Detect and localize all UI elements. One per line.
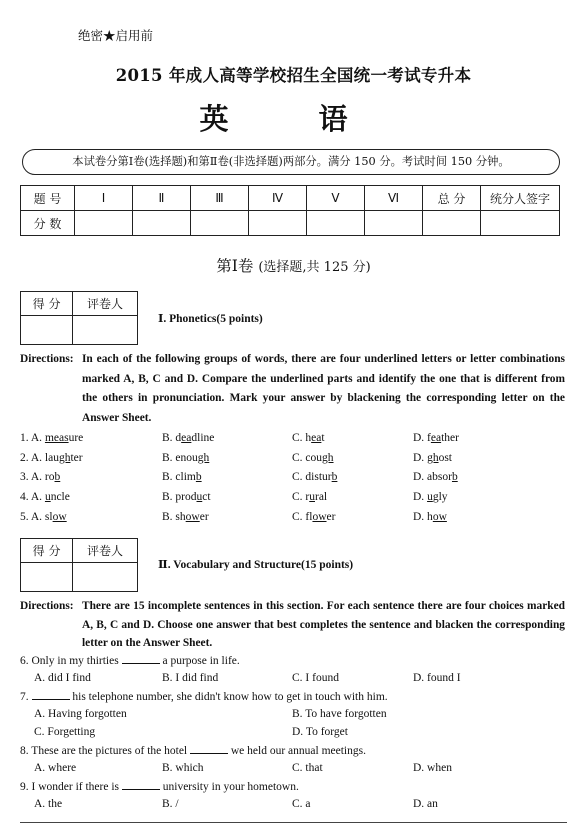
score-cell: 总 分 xyxy=(423,186,481,211)
phonetics-option[interactable] xyxy=(20,432,83,444)
option-text: ost xyxy=(438,451,452,464)
answer-option[interactable] xyxy=(292,708,387,720)
phonetics-option[interactable] xyxy=(413,511,447,523)
score-table-header-row xyxy=(21,186,560,211)
option-text: C. Forgetting xyxy=(34,726,96,738)
phonetics-option[interactable] xyxy=(162,452,209,464)
option-text: B. which xyxy=(162,762,204,774)
answer-option[interactable] xyxy=(34,708,127,720)
answer-option[interactable] xyxy=(292,672,339,684)
underlined-letters: gh xyxy=(197,451,210,464)
score-input-cell[interactable] xyxy=(307,211,365,236)
question-stem xyxy=(20,744,366,757)
stem-text: university in your hometown. xyxy=(159,781,299,793)
part-one-heading xyxy=(0,254,587,276)
underlined-letters: u xyxy=(427,491,433,504)
question-number: 5. xyxy=(20,510,31,523)
score-cell: Ⅵ xyxy=(365,186,423,211)
option-text: D. when xyxy=(413,762,452,774)
option-text: ter xyxy=(70,451,83,464)
answer-option[interactable] xyxy=(34,762,76,774)
score-cell: Ⅱ xyxy=(133,186,191,211)
grader-box xyxy=(20,538,138,592)
question-stem xyxy=(20,654,240,667)
question-number: 7. xyxy=(20,691,32,703)
phonetics-option[interactable] xyxy=(292,452,334,464)
score-cell: 题 号 xyxy=(21,186,75,211)
phonetics-option[interactable] xyxy=(292,432,325,444)
underlined-letters: b xyxy=(54,471,61,484)
option-text: D. To forget xyxy=(292,726,348,738)
question-number: 2. xyxy=(20,451,31,464)
section-one-title: Ⅰ. Phonetics(5 points) xyxy=(158,313,263,325)
question-number: 1. xyxy=(20,432,31,444)
score-input-cell[interactable] xyxy=(75,211,133,236)
underlined-letters: meas xyxy=(44,432,69,444)
option-text: dline xyxy=(191,432,215,444)
underlined-letters: u xyxy=(44,491,51,504)
option-text: C. a xyxy=(292,798,311,810)
option-text: B. d xyxy=(162,432,182,444)
phonetics-option[interactable] xyxy=(292,491,327,503)
option-text: D. f xyxy=(413,432,431,444)
grader-score-cell[interactable] xyxy=(21,563,73,592)
grader-reviewer-label: 评卷人 xyxy=(73,539,138,563)
underlined-letters: b xyxy=(451,471,458,484)
question-number: 8. xyxy=(20,745,32,757)
option-text: D. xyxy=(413,491,428,504)
phonetics-option[interactable] xyxy=(292,511,335,523)
confidential-label: 绝密★启用前 xyxy=(78,28,154,43)
score-cell: Ⅴ xyxy=(307,186,365,211)
underlined-letters: u xyxy=(309,491,315,504)
score-table xyxy=(20,185,560,236)
section-two-directions xyxy=(20,597,565,653)
part-one-title: 第Ⅰ卷 xyxy=(216,257,254,275)
option-text: D. xyxy=(413,451,428,464)
directions-text: In each of the following groups of words, there are four underlined letters or letter combinations marked A, B, C and D. Compare the underlined parts and identify the one that is different from the others in pronunciation. Mark your answer by blackening the corresponding letter on the Answer Sheet. xyxy=(82,353,565,424)
score-cell: Ⅰ xyxy=(75,186,133,211)
exam-title: 2015 年成人高等学校招生全国统一考试专升本 xyxy=(115,66,472,85)
stem-text: Only in my thirties xyxy=(31,655,122,667)
phonetics-option[interactable] xyxy=(20,471,60,483)
question-stem xyxy=(20,690,388,703)
answer-option[interactable] xyxy=(162,672,218,684)
option-text: er xyxy=(326,510,336,523)
option-text: er xyxy=(199,510,209,523)
option-text: C. r xyxy=(292,491,310,504)
option-text: ral xyxy=(315,491,328,504)
score-input-cell[interactable] xyxy=(191,211,249,236)
phonetics-option[interactable] xyxy=(162,432,214,444)
score-input-cell[interactable] xyxy=(249,211,307,236)
underlined-letters: gh xyxy=(322,451,334,464)
question-number: 9. xyxy=(20,781,32,793)
underlined-letters: gh xyxy=(427,451,439,464)
directions-label: Directions: xyxy=(20,353,74,365)
option-text: A. xyxy=(30,491,45,504)
stem-text: a purpose in life. xyxy=(159,655,240,667)
underlined-letters: ow xyxy=(185,510,200,523)
option-text: ncle xyxy=(50,491,70,504)
option-text: gly xyxy=(432,491,448,504)
phonetics-option[interactable] xyxy=(162,511,209,523)
option-text: A. Having forgotten xyxy=(34,708,127,720)
option-text: B. prod xyxy=(162,491,197,504)
option-text: A. the xyxy=(34,798,63,810)
option-text: C. h xyxy=(292,432,312,444)
underlined-letters: ea xyxy=(181,432,192,444)
score-input-cell[interactable] xyxy=(481,211,560,236)
answer-option[interactable] xyxy=(34,798,62,810)
underlined-letters: ow xyxy=(52,510,67,523)
option-text: A. ro xyxy=(30,471,55,484)
option-text: B. / xyxy=(162,798,179,810)
answer-option[interactable] xyxy=(292,762,323,774)
grader-score-label: 得 分 xyxy=(21,539,73,563)
phonetics-option[interactable] xyxy=(413,471,458,483)
stem-text: These are the pictures of the hotel xyxy=(31,745,190,757)
answer-option[interactable] xyxy=(413,798,438,810)
option-text: A. lau xyxy=(30,451,59,464)
option-text: D. absor xyxy=(413,471,452,484)
grader-score-cell[interactable] xyxy=(21,316,73,345)
score-cell: 分 数 xyxy=(21,211,75,236)
score-table-score-row xyxy=(21,211,560,236)
score-cell: Ⅲ xyxy=(191,186,249,211)
score-input-cell[interactable] xyxy=(133,211,191,236)
question-number: 4. xyxy=(20,491,31,504)
answer-option[interactable] xyxy=(292,798,311,810)
option-text: A. xyxy=(30,432,45,444)
answer-option[interactable] xyxy=(34,672,91,684)
answer-blank xyxy=(190,744,228,754)
underlined-letters: b xyxy=(331,471,338,484)
exam-note: 本试卷分第Ⅰ卷(选择题)和第Ⅱ卷(非选择题)两部分。满分 150 分。考试时间 150 分钟。 xyxy=(22,149,560,175)
underlined-letters: gh xyxy=(58,451,71,464)
option-text: B. enou xyxy=(162,451,198,464)
option-text: B. clim xyxy=(162,471,196,484)
phonetics-option[interactable] xyxy=(413,452,452,464)
option-text: B. I did find xyxy=(162,672,219,684)
score-cell: 统分人签字 xyxy=(481,186,560,211)
answer-option[interactable] xyxy=(413,672,461,684)
score-input-cell[interactable] xyxy=(365,211,423,236)
underlined-letters: ea xyxy=(430,432,442,444)
answer-option[interactable] xyxy=(162,762,204,774)
option-text: A. did I find xyxy=(34,672,91,684)
phonetics-option[interactable] xyxy=(162,471,202,483)
underlined-letters: b xyxy=(195,471,202,484)
grader-reviewer-cell[interactable] xyxy=(73,316,138,345)
directions-text: There are 15 incomplete sentences in this section. For each sentence there are four choices marked A, B, C and D. Choose one answer that best completes the sentence and blacken the corresponding letter on the Answer Sheet. xyxy=(82,600,565,649)
option-text: ther xyxy=(441,432,459,444)
underlined-letters: ea xyxy=(311,432,322,444)
section-two-title: Ⅱ. Vocabulary and Structure(15 points) xyxy=(158,559,354,571)
option-text: D. h xyxy=(413,510,433,523)
question-number: 6. xyxy=(20,655,32,667)
option-text: A. where xyxy=(34,762,77,774)
score-cell: Ⅳ xyxy=(249,186,307,211)
grader-reviewer-cell[interactable] xyxy=(73,563,138,592)
phonetics-option[interactable] xyxy=(20,452,83,464)
stem-text: I wonder if there is xyxy=(31,781,122,793)
option-text: A. sl xyxy=(30,510,53,523)
subject-title: 英 语 xyxy=(199,102,388,136)
option-text: D. an xyxy=(413,798,438,810)
grader-reviewer-label: 评卷人 xyxy=(73,292,138,316)
grader-box xyxy=(20,291,138,345)
option-text: C. distur xyxy=(292,471,332,484)
phonetics-option[interactable] xyxy=(162,491,211,503)
question-stem xyxy=(20,780,299,793)
answer-blank xyxy=(32,690,70,700)
option-text: t xyxy=(321,432,325,444)
option-text: C. cou xyxy=(292,451,323,464)
phonetics-option[interactable] xyxy=(413,432,459,444)
option-text: B. sh xyxy=(162,510,186,523)
bottom-rule xyxy=(20,822,567,823)
phonetics-option[interactable] xyxy=(20,491,70,503)
answer-option[interactable] xyxy=(292,726,348,738)
question-number: 3. xyxy=(20,471,31,484)
answer-blank xyxy=(122,654,160,664)
section-one-directions xyxy=(20,350,565,428)
part-one-subtitle: (选择题,共 125 分) xyxy=(258,260,371,275)
option-text: D. found I xyxy=(413,672,461,684)
option-text: B. To have forgotten xyxy=(292,708,387,720)
answer-option[interactable] xyxy=(34,726,95,738)
option-text: ct xyxy=(202,491,211,504)
answer-option[interactable] xyxy=(162,798,179,810)
underlined-letters: ow xyxy=(312,510,327,523)
underlined-letters: ow xyxy=(432,510,447,523)
option-text: C. I found xyxy=(292,672,339,684)
stem-text: we held our annual meetings. xyxy=(228,745,366,757)
stem-text: his telephone number, she didn't know how to get in touch with him. xyxy=(69,691,388,703)
directions-label: Directions: xyxy=(20,600,74,612)
score-input-cell[interactable] xyxy=(423,211,481,236)
phonetics-option[interactable] xyxy=(292,471,337,483)
option-text: ure xyxy=(68,432,84,444)
underlined-letters: u xyxy=(196,491,203,504)
grader-score-label: 得 分 xyxy=(21,292,73,316)
phonetics-option[interactable] xyxy=(20,511,67,523)
answer-blank xyxy=(122,780,160,790)
answer-option[interactable] xyxy=(413,762,452,774)
option-text: C. fl xyxy=(292,510,313,523)
option-text: C. that xyxy=(292,762,323,774)
phonetics-option[interactable] xyxy=(413,491,448,503)
